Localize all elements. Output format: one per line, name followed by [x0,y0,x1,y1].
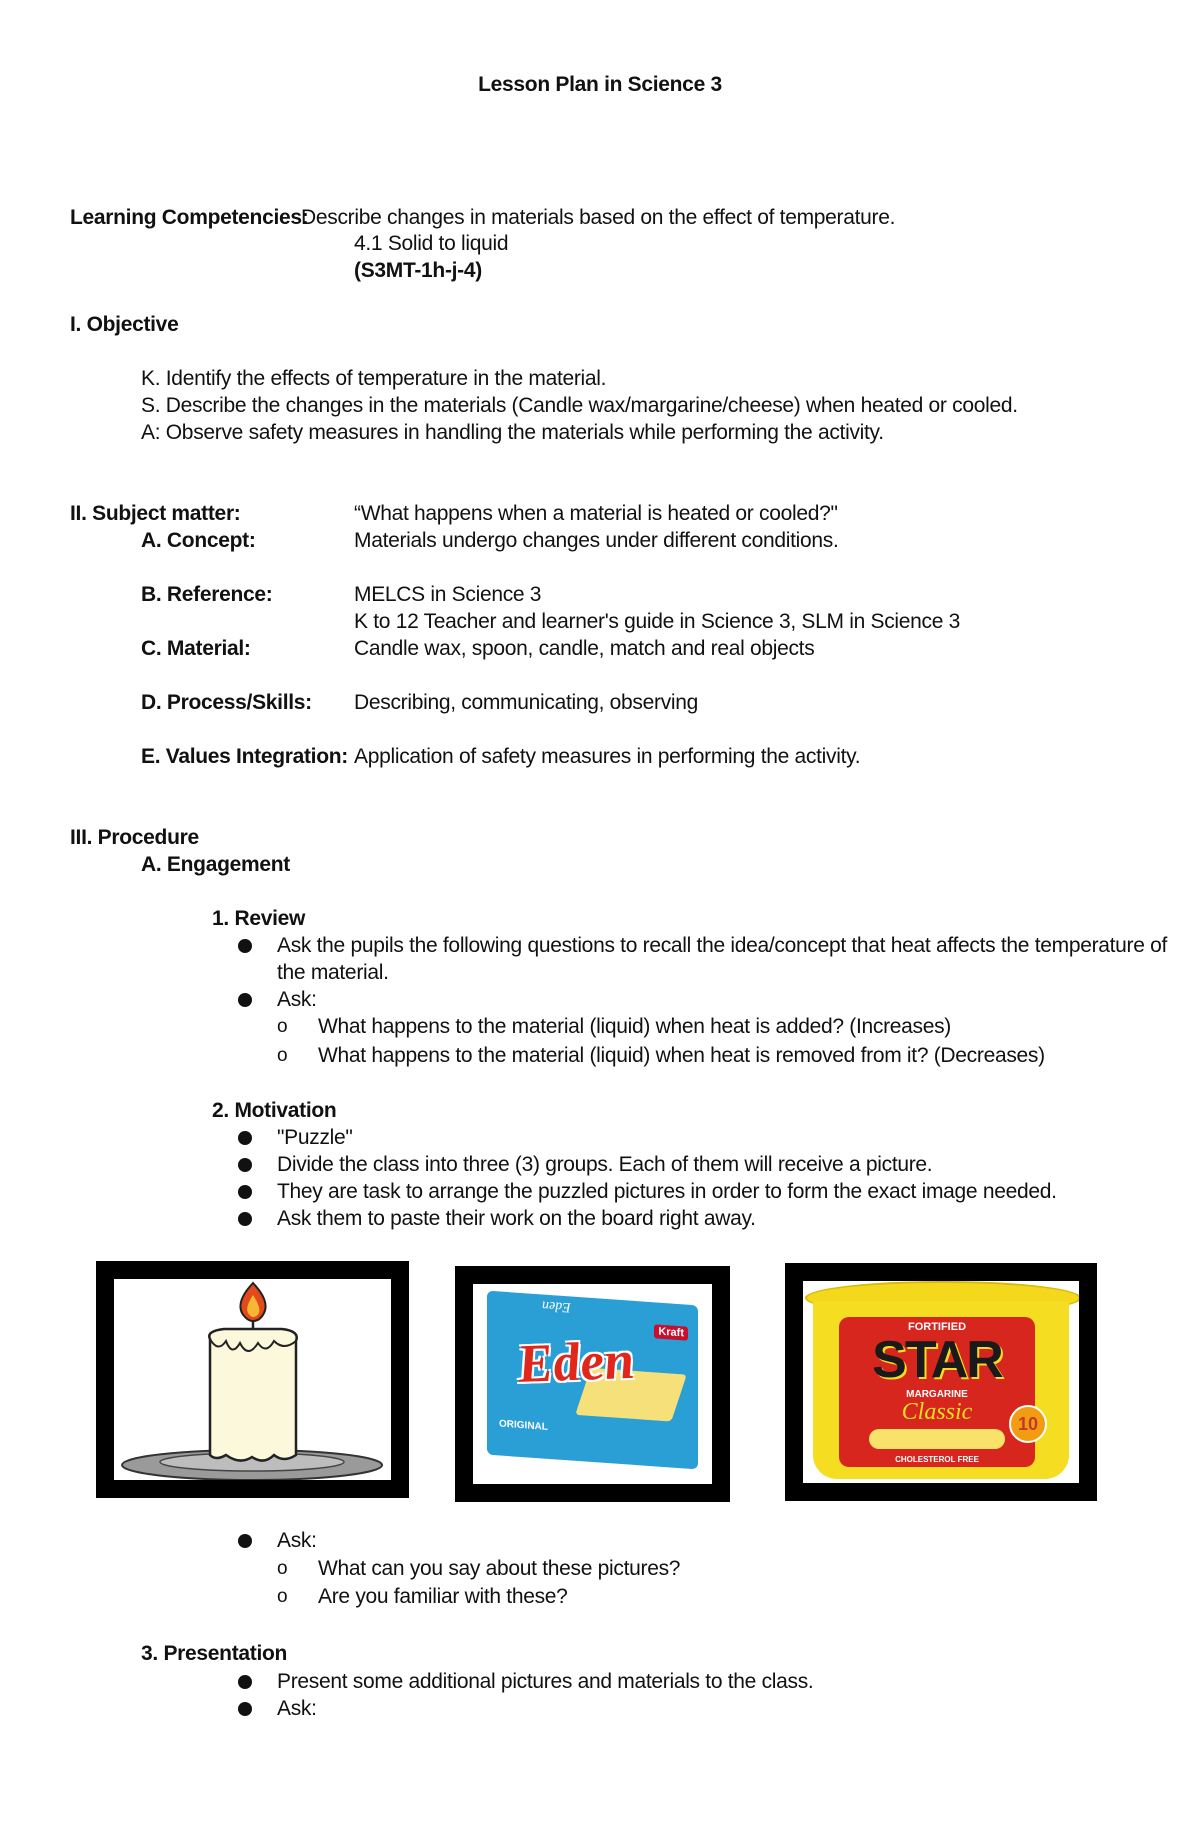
objective-k: K. Identify the effects of temperature in the material. [141,367,607,390]
objective-heading: I. Objective [70,313,179,336]
bullet-icon [238,1158,252,1172]
skills-label: D. Process/Skills: [141,691,312,714]
material-label: C. Material: [141,637,251,660]
objective-a: A: Observe safety measures in handling the materials while performing the activity. [141,421,884,444]
motivation-item-4: Ask them to paste their work on the board right away. [277,1207,756,1230]
bullet-icon [238,1212,252,1226]
motivation-item-2: Divide the class into three (3) groups. Each of them will receive a picture. [277,1153,933,1176]
engagement-heading: A. Engagement [141,853,290,876]
margarine-fortified: FORTIFIED [907,1321,967,1333]
reference-value-1: MELCS in Science 3 [354,583,542,606]
cheese-picture [455,1266,730,1502]
competency-label: Learning Competencies: [70,206,309,229]
review-item-2: Ask: [277,988,317,1011]
presentation-item-2: Ask: [277,1697,317,1720]
circle-bullet-icon: o [277,1045,288,1066]
margarine-label [839,1317,1035,1467]
skills-value: Describing, communicating, observing [354,691,699,714]
bullet-icon [238,1702,252,1716]
values-label: E. Values Integration: [141,745,348,768]
bullet-icon [238,1185,252,1199]
pictures-ask: Ask: [277,1529,317,1552]
values-value: Application of safety measures in performing the activity. [354,745,861,768]
reference-value-2: K to 12 Teacher and learner's guide in Science 3, SLM in Science 3 [354,610,961,633]
material-value: Candle wax, spoon, candle, match and real objects [354,637,815,660]
margarine-note: CHOLESTEROL FREE [895,1455,979,1464]
bullet-icon [238,1534,252,1548]
objective-s: S. Describe the changes in the materials (Candle wax/margarine/cheese) when heated or cooled. [141,394,1018,417]
document-title: Lesson Plan in Science 3 [478,73,722,96]
reference-label: B. Reference: [141,583,273,606]
cheese-box [487,1291,698,1470]
subject-heading: II. Subject matter: [70,502,241,525]
competency-sub: 4.1 Solid to liquid [354,232,509,255]
review-item-1-line-1: Ask the pupils the following questions to recall the idea/concept that heat affects the temperature of [277,934,1168,957]
circle-bullet-icon: o [277,1016,288,1037]
review-item-1-line-2: the material. [277,961,389,984]
review-question-2: What happens to the material (liquid) when heat is removed from it? (Decreases) [318,1044,1045,1067]
circle-bullet-icon: o [277,1558,288,1579]
cheese-brand-logo: Eden [514,1329,637,1394]
bullet-icon [238,1131,252,1145]
concept-label: A. Concept: [141,529,256,552]
cheese-variant: ORIGINAL [499,1418,548,1433]
margarine-tub [805,1281,1077,1481]
competency-text: Describe changes in materials based on the effect of temperature. [301,206,896,229]
subject-question: “What happens when a material is heated or cooled?" [354,502,838,525]
motivation-item-3: They are task to arrange the puzzled pictures in order to form the exact image needed. [277,1180,1057,1203]
bullet-icon [238,1675,252,1689]
presentation-heading: 3. Presentation [141,1642,288,1665]
margarine-badge: 10 [1009,1405,1047,1443]
motivation-item-1: "Puzzle" [277,1126,353,1149]
procedure-heading: III. Procedure [70,826,199,849]
cheese-side-label: Kraft [654,1324,688,1340]
bullet-icon [238,993,252,1007]
review-heading: 1. Review [212,907,306,930]
candle-illustration [114,1279,391,1480]
margarine-body [813,1301,1069,1479]
bullet-icon [238,939,252,953]
concept-value: Materials undergo changes under different conditions. [354,529,839,552]
margarine-type: MARGARINE [906,1389,968,1400]
competency-code: (S3MT-1h-j-4) [354,259,482,282]
margarine-variant: Classic [901,1399,973,1425]
margarine-spread [869,1429,1005,1449]
candle-picture [96,1261,409,1498]
review-question-1: What happens to the material (liquid) when heat is added? (Increases) [318,1015,951,1038]
cheese-box-top-label: Eden [542,1297,571,1315]
pictures-question-2: Are you familiar with these? [318,1585,568,1608]
pictures-question-1: What can you say about these pictures? [318,1557,681,1580]
motivation-heading: 2. Motivation [212,1099,337,1122]
presentation-item-1: Present some additional pictures and materials to the class. [277,1670,814,1693]
circle-bullet-icon: o [277,1586,288,1607]
margarine-picture [785,1263,1097,1501]
margarine-brand-logo: STAR [872,1331,1002,1389]
